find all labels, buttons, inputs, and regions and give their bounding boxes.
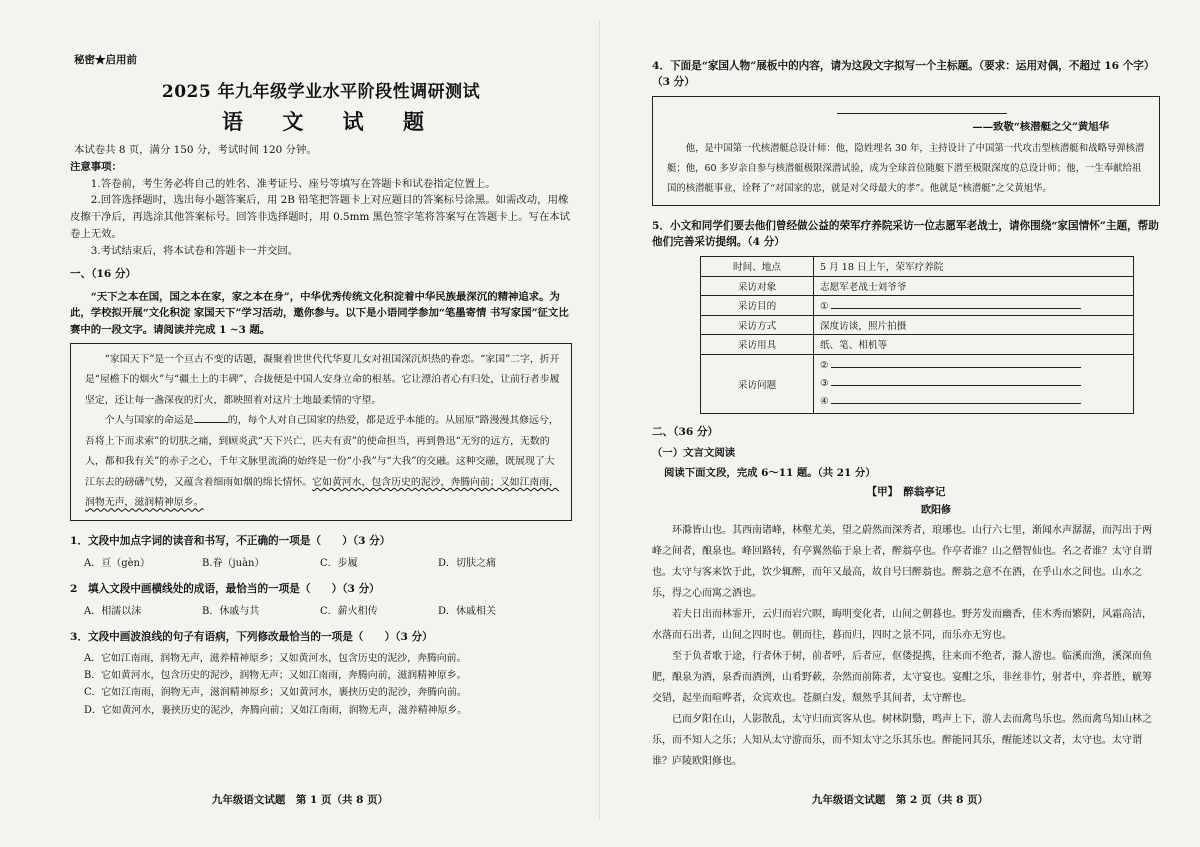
table-row <box>701 335 1134 355</box>
wavy-sentence: 它如黄河水，包含历史的泥沙，奔腾向前；又如江南雨，润物无声，滋润精神原乡。 <box>85 476 560 509</box>
answer-line <box>831 357 1081 368</box>
question-line <box>820 357 1127 375</box>
passage-box <box>70 343 572 521</box>
classic-paragraph-1: 环滁皆山也。其西南诸峰，林壑尤美，望之蔚然而深秀者，琅琊也。山行六七里，渐闻水声潺潺，而泻出于两峰之间者，酿泉也。峰回路转，有亭翼然临于泉上者，醉翁亭也。作亭者谁？山之僧智仙也。名之者谁？太守自谓也。太守与客来饮于此，饮少辄醉，而年又最高，故自号曰醉翁也。醉翁之意不在酒，在乎山水之间也。山水之乐，得之心而寓之酒也。 <box>652 525 1152 600</box>
question-4: 4．下面是“家国人物”展板中的内容，请为这段文字拟写一个主标题。（要求：运用对偶，不超过 16 个字）（3 分） <box>652 60 1155 88</box>
fill-blank <box>194 412 228 423</box>
q1-option-c: C．步履 <box>320 557 358 569</box>
q1-option-a: A．亘（gèn） <box>84 557 150 569</box>
answer-marker: ② <box>820 359 829 371</box>
notice-2: 2.回答选择题时，选出每小题答案后，用 2B 铅笔把答题卡上对应题目的答案标号涂黑。如需改动，用橡皮擦干净后，再选涂其他答案标号。回答非选择题时，用 0.5mm 黑色签字笔将答案写在答题卡上。写在本试卷上无效。 <box>70 194 571 240</box>
exhibit-box <box>652 96 1160 206</box>
q1-option-b: B.眷（juàn） <box>202 557 265 569</box>
classic-paragraph-2: 若夫日出而林霏开，云归而岩穴暝，晦明变化者，山间之朝暮也。野芳发而幽香，佳木秀而繁阴，风霜高洁，水落而石出者，山间之四时也。朝而往，暮而归，四时之景不同，而乐亦无穷也。 <box>652 609 1152 642</box>
table-row <box>701 354 1134 413</box>
subsection-lead: 阅读下面文段，完成 6～11 题。（共 21 分） <box>664 467 876 480</box>
answer-marker: ① <box>820 301 829 313</box>
q2-option-c: C．薪火相传 <box>320 605 378 617</box>
question-1: 1．文段中加点字词的读音和书写，不正确的一项是（ ）（3 分） <box>70 534 391 547</box>
question-3: 3．文段中画波浪线的句子有语病，下列修改最恰当的一项是（ ）（3 分） <box>70 630 433 643</box>
answer-line <box>831 298 1081 309</box>
answer-line <box>831 375 1081 386</box>
title-answer-line <box>837 103 1007 114</box>
answer-line <box>831 393 1081 404</box>
table-key: 采访问题 <box>701 354 814 413</box>
exam-intro: 本试卷共 8 页，满分 150 分，考试时间 120 分钟。 <box>74 144 317 156</box>
table-value <box>814 354 1134 413</box>
table-value: 纸、笔、相机等 <box>814 335 1134 355</box>
table-key: 采访目的 <box>701 296 814 316</box>
notice-1: 1.答卷前，考生务必将自己的姓名、准考证号、座号等填写在答题卡和试卷指定位置上。 <box>90 177 496 190</box>
passage-paragraph-1: “家国天下”是一个亘古不变的话题，凝聚着世世代代华夏儿女对祖国深沉炽热的眷恋。“家国”二字，折开是“屋檐下的烟火”与“疆土上的丰碑”，合拢便是中国人安身立命的根基。它让漂泊者心有归处，让前行者步履坚定，还让每一盏深夜的灯火，都映照着对这片土地最柔情的守望。 <box>85 353 560 406</box>
table-value <box>814 296 1134 316</box>
section-2-heading: 二、（36 分） <box>652 425 719 438</box>
table-value: 5 月 18 日上午，荣军疗养院 <box>814 257 1134 277</box>
subsection-heading: （一）文言文阅读 <box>652 446 736 459</box>
q3-option-a: A．它如江南雨，润物无声，滋养精神原乡；又如黄河水，包含历史的泥沙，奔腾向前。 <box>84 652 467 664</box>
passage-p2-rest: 的，每个人对自己国家的热爱，都是近乎本能的。从屈原“路漫漫其修远兮，吾将上下而求索”的切肤之痛，到顾炎武“天下兴亡，匹夫有责”的使命担当，再到鲁迅“无穷的远方，无数的人，都和我有关”的赤子之心，千年文脉里流淌的始终是一份“小我”与“大我”的交融。这种交融，既展现了大江东去的磅礴气势，又蕴含着细雨如烟的绵长情怀。 <box>85 415 559 488</box>
exam-title: 2025 年九年级学业水平阶段性调研测试 <box>161 82 481 102</box>
classic-author: 欧阳修 <box>921 505 951 517</box>
table-row <box>701 257 1134 277</box>
classic-title: 【甲】 醉翁亭记 <box>866 486 946 499</box>
answer-marker: ③ <box>820 377 829 389</box>
exhibit-text: 他，是中国第一代核潜艇总设计师：他，隐姓埋名 30 年，主持设计了中国第一代攻击型核潜艇和战略导弹核潜艇；他，60 多岁亲自参与核潜艇极限深潜试验，成为全球首位随艇下潜至极限深度的总设计师；他，一生奉献给祖国的核潜艇事业，诠释了“对国家的忠，就是对父母最大的孝”。他就是“核潜艇”之父黄旭华。 <box>667 143 1145 194</box>
passage-paragraph-2 <box>85 411 561 514</box>
q2-option-d: D．休戚相关 <box>438 605 497 617</box>
interview-table <box>700 256 1134 414</box>
question-2-options <box>84 602 572 617</box>
q3-option-b: B．它如黄河水，包含历史的泥沙，润物无声；又如江南雨，奔腾向前，滋润精神原乡。 <box>84 670 467 682</box>
exam-subtitle: 语 文 试 题 <box>222 109 440 134</box>
exhibit-subtitle: ——致敬“核潜艇之父”黄旭华 <box>972 121 1109 133</box>
page-2 <box>600 0 1200 847</box>
notice-title: 注意事项： <box>70 160 122 173</box>
question-2: 2 填入文段中画横线处的成语，最恰当的一项是（ ）（3 分） <box>70 582 380 595</box>
page-2-footer: 九年级语文试题 第 2 页（共 8 页） <box>811 794 989 806</box>
answer-marker: ④ <box>820 395 829 407</box>
table-row <box>701 296 1134 316</box>
table-value: 深度访谈，照片拍摄 <box>814 315 1134 335</box>
question-5: 5．小文和同学们要去他们曾经做公益的荣军疗养院采访一位志愿军老战士，请你围绕“家国情怀”主题，帮助他们完善采访提纲。（4 分） <box>652 220 1159 248</box>
classic-paragraph-4: 已而夕阳在山，人影散乱，太守归而宾客从也。树林阴翳，鸣声上下，游人去而禽鸟乐也。然而禽鸟知山林之乐，而不知人之乐；人知从太守游而乐，而不知太守之乐其乐也。醉能同其乐，醒能述以文者，太守也。太守谓谁？庐陵欧阳修也。 <box>652 714 1152 768</box>
question-line <box>820 375 1127 393</box>
passage-p2-start: 个人与国家的命运是 <box>104 415 194 427</box>
q2-option-a: A．相濡以沫 <box>84 605 142 617</box>
secret-label: 秘密★启用前 <box>74 54 137 66</box>
q1-option-d: D．切肤之痛 <box>438 557 497 569</box>
section-1-heading: 一、（16 分） <box>70 267 137 280</box>
table-key: 采访对象 <box>701 276 814 296</box>
table-value: 志愿军老战士刘爷爷 <box>814 276 1134 296</box>
section-1-lead: “天下之本在国，国之本在家，家之本在身”，中华优秀传统文化积淀着中华民族最深沉的精神追求。为此，学校拟开展“文化积淀 家国天下”学习活动，邀你参与。以下是小语同学参加“笔墨寄情 书写家国”征文比赛中的一段文字。请阅读并完成 1 ~3 题。 <box>70 290 569 337</box>
q3-option-c: C．它如江南雨，润物无声，滋润精神原乡；又如黄河水，裹挟历史的泥沙，奔腾向前。 <box>84 687 467 699</box>
question-line <box>820 393 1127 411</box>
q3-option-d: D．它如黄河水，裹挟历史的泥沙，奔腾向前；又如江南雨，润物无声，滋养精神原乡。 <box>84 704 468 716</box>
page-1-footer: 九年级语文试题 第 1 页（共 8 页） <box>211 794 389 806</box>
table-key: 采访用具 <box>701 335 814 355</box>
classic-paragraph-3: 至于负者歌于途，行者休于树，前者呼，后者应，伛偻提携，往来而不绝者，滁人游也。临溪而渔，溪深而鱼肥，酿泉为酒，泉香而酒洌，山肴野蔌，杂然而前陈者，太守宴也。宴酣之乐，非丝非竹，射者中，弈者胜，觥筹交错，起坐而喧哗者，众宾欢也。苍颜白发，颓然乎其间者，太守醉也。 <box>652 651 1152 705</box>
table-key: 时间、地点 <box>701 257 814 277</box>
notice-3: 3.考试结束后，将本试卷和答题卡一并交回。 <box>90 244 299 257</box>
table-key: 采访方式 <box>701 315 814 335</box>
q2-option-b: B．休戚与共 <box>202 605 260 617</box>
table-row <box>701 276 1134 296</box>
table-row <box>701 315 1134 335</box>
question-1-options <box>84 554 572 569</box>
